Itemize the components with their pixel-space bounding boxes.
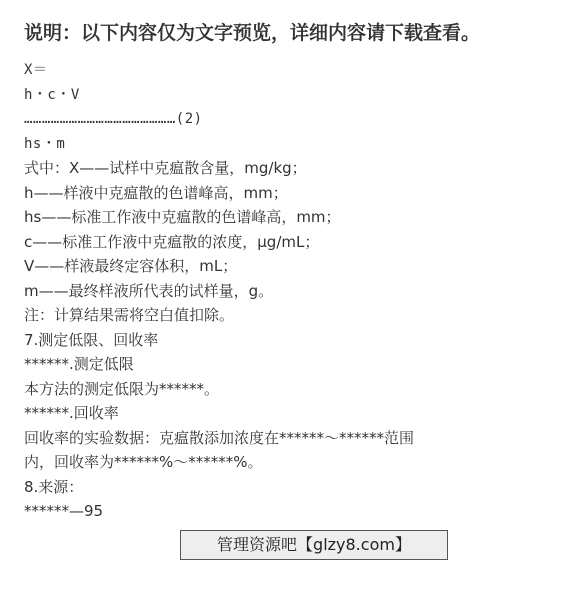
definition-h: h——样液中克瘟散的色谱峰高，mm； [24,183,288,202]
subsection-detection-limit: ******.测定低限 [24,355,134,373]
definition-c: c——标准工作液中克瘟散的浓度，μg/mL； [24,232,320,251]
section-heading-8: 8.来源： [24,477,84,496]
source-text: ******—95 [24,502,104,520]
section-heading-7: 7.测定低限、回收率 [24,330,159,349]
site-watermark-box: 管理资源吧【glzy8.com】 [180,530,448,560]
recovery-text-2: 内，回收率为******%～******%。 [24,453,263,471]
definition-x: 式中：X——试样中克瘟散含量，mg/kg； [24,159,307,177]
definition-v: V——样液最终定容体积，mL； [24,257,238,275]
subsection-recovery: ******.回收率 [24,404,119,422]
formula-numerator-label: X＝ [24,62,48,78]
preview-notice: 说明：以下内容仅为文字预览，详细内容请下载查看。 [24,22,481,44]
note-text: 注：计算结果需将空白值扣除。 [24,306,235,324]
definition-hs: hs——标准工作液中克瘟散的色谱峰高，mm； [24,208,341,226]
formula-fraction-line: ……………………………………………(2) [24,111,203,127]
recovery-text-1: 回收率的实验数据：克瘟散添加浓度在******～******范围 [24,428,415,447]
formula-denominator: hs・m [24,135,66,152]
detection-limit-text: 本方法的测定低限为******。 [24,379,220,398]
definition-m: m——最终样液所代表的试样量，g。 [24,281,274,300]
document-body [24,58,564,524]
formula-numerator: h・c・V [24,86,80,103]
